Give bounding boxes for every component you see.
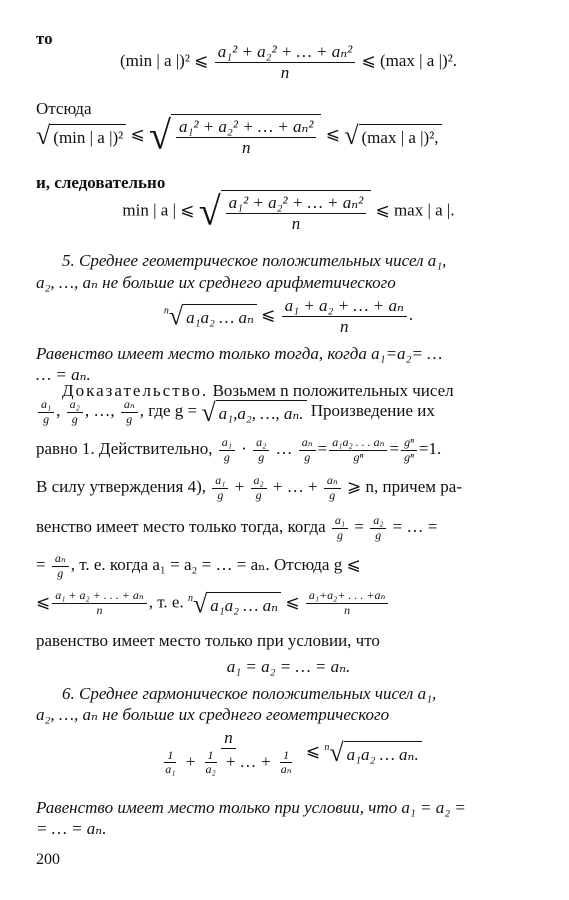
plus: + bbox=[272, 477, 283, 497]
root-index: n bbox=[187, 593, 193, 604]
sqrt-sign: √ bbox=[192, 589, 208, 619]
ellipsis: … bbox=[406, 517, 424, 537]
text: , где g = bbox=[139, 401, 198, 421]
text: ⩾ n, причем ра- bbox=[346, 477, 462, 497]
radicand: (max | a |)², bbox=[359, 124, 442, 148]
ellipsis: … bbox=[286, 477, 304, 497]
fraction-numerator: gⁿ bbox=[401, 436, 417, 451]
fraction-denominator: g bbox=[375, 527, 382, 542]
fraction-numerator: a₁² + a₂² + … + aₙ² bbox=[215, 42, 356, 63]
fraction-numerator: aₙ bbox=[121, 398, 138, 413]
equals: = bbox=[427, 517, 438, 537]
sqrt-sign: √ bbox=[344, 121, 359, 151]
equals: = bbox=[36, 555, 46, 575]
fraction-denominator: n bbox=[291, 213, 301, 233]
proof-line-2 bbox=[36, 398, 541, 427]
fraction-denominator: g bbox=[217, 487, 224, 502]
fraction-denominator: a₂ bbox=[205, 762, 216, 777]
sqrt-sign: √ bbox=[198, 188, 221, 234]
fraction-numerator: a₁ bbox=[219, 436, 235, 451]
remark-6-line-2: = … = aₙ. bbox=[36, 819, 107, 838]
formula-right: ⩽ (max | a |)². bbox=[361, 50, 458, 70]
remark-5-line-2: … = aₙ. bbox=[36, 365, 91, 384]
equals: = bbox=[317, 439, 328, 459]
fraction-numerator: a₂ bbox=[253, 436, 269, 451]
fraction-numerator: a₁² + a₂² + … + aₙ² bbox=[176, 117, 317, 138]
formula-left: min | a | ⩽ bbox=[122, 200, 195, 220]
ellipsis: … bbox=[240, 751, 256, 771]
proof-text: Возьмем n положительных чисел bbox=[212, 381, 454, 400]
word-to: то bbox=[36, 29, 53, 48]
text: т. е. когда a₁ = a₂ = … = aₙ. Отсюда g ⩽ bbox=[79, 555, 361, 575]
fraction-numerator: a₁ bbox=[38, 398, 54, 413]
formula-2 bbox=[36, 114, 541, 157]
proof-line-6 bbox=[36, 552, 541, 581]
fraction-denominator: n bbox=[96, 603, 103, 618]
proof-heading: Доказательство. bbox=[62, 381, 209, 400]
sqrt-sign: √ bbox=[149, 112, 171, 158]
fraction-numerator: aₙ bbox=[299, 436, 316, 451]
sqrt-sign: √ bbox=[36, 121, 51, 151]
radicand: a₁a₂ … aₙ bbox=[207, 592, 281, 616]
item-5-line-2: a₂, …, aₙ не больше их среднего арифметического bbox=[36, 273, 396, 292]
formula-left: (min | a |)² ⩽ bbox=[119, 50, 209, 70]
text: Произведение их bbox=[310, 401, 435, 421]
fraction-denominator: g bbox=[258, 449, 265, 464]
fraction-denominator: g bbox=[71, 411, 78, 426]
equals: = bbox=[354, 517, 364, 537]
formula-6 bbox=[36, 728, 541, 777]
fraction bbox=[157, 728, 299, 777]
fraction bbox=[226, 193, 367, 233]
text: В силу утверждения 4), bbox=[36, 477, 206, 497]
proof-line-8: равенство имеет место только при условии, что bbox=[36, 631, 380, 650]
remark-6-line-1: Равенство имеет место только при условии, что a₁ = a₂ = bbox=[36, 798, 466, 817]
equals: = bbox=[392, 517, 403, 537]
root-index: n bbox=[163, 305, 169, 317]
proof-line-9: a₁ = a₂ = … = aₙ. bbox=[226, 657, 351, 676]
fraction-denominator: g bbox=[304, 449, 311, 464]
plus: + bbox=[308, 477, 318, 497]
fraction-denominator: n bbox=[241, 137, 251, 157]
radicand: a₁a₂ … aₙ. bbox=[344, 741, 422, 765]
fraction bbox=[176, 117, 317, 157]
fraction-numerator: 1 bbox=[164, 749, 176, 764]
fraction-denominator: g bbox=[255, 487, 262, 502]
comma: , bbox=[56, 401, 61, 421]
fraction-denominator: g bbox=[329, 487, 336, 502]
fraction-numerator: a₂ bbox=[67, 398, 83, 413]
fraction-denominator: g bbox=[126, 411, 133, 426]
fraction-denominator: n bbox=[340, 316, 349, 336]
item-6-line-1: 6. Среднее гармоническое положительных чисел a₁, bbox=[62, 684, 437, 703]
fraction-numerator: 1 bbox=[280, 749, 292, 764]
text: равно 1. Действительно, bbox=[36, 439, 213, 459]
plus: + bbox=[224, 751, 237, 771]
fraction-numerator: a₁ + a₂ + . . . + aₙ bbox=[52, 589, 147, 604]
fraction-numerator: a₁a₂ . . . aₙ bbox=[329, 436, 387, 451]
ellipsis: … bbox=[275, 439, 293, 459]
plus: + bbox=[234, 477, 245, 497]
fraction-denominator bbox=[157, 749, 299, 778]
fraction-denominator: gⁿ bbox=[353, 449, 364, 464]
fraction-numerator: aₙ bbox=[52, 552, 69, 567]
fraction-denominator: a₁ bbox=[165, 762, 176, 777]
formula-right: ⩽ max | a |. bbox=[375, 200, 455, 220]
fraction-numerator: a₂ bbox=[370, 514, 386, 529]
fraction-numerator: a₁ + a₂ + … + aₙ bbox=[282, 296, 407, 317]
fraction-denominator: gⁿ bbox=[404, 449, 414, 464]
formula-3 bbox=[36, 190, 541, 233]
dot-operator: · bbox=[241, 439, 247, 459]
fraction-denominator: n bbox=[344, 603, 351, 618]
comma: , bbox=[70, 555, 75, 575]
text: , т. е. bbox=[148, 592, 184, 612]
root-index: n bbox=[324, 741, 330, 753]
item-5-line-1: 5. Среднее геометрическое положительных чисел a₁, bbox=[62, 251, 447, 270]
fraction-numerator: n bbox=[221, 728, 236, 749]
item-6-line-2: a₂, …, aₙ не больше их среднего геометрического bbox=[36, 705, 390, 724]
relation-sign: ⩽ bbox=[261, 304, 276, 324]
radicand: (min | a |)² bbox=[50, 124, 126, 148]
proof-line-7 bbox=[36, 588, 541, 618]
page-number: 200 bbox=[36, 851, 60, 868]
relation-sign: ⩽ bbox=[130, 124, 145, 144]
remark-5-line-1: Равенство имеет место только тогда, когда a₁=a₂= … bbox=[36, 344, 443, 363]
relation-sign: ⩽ bbox=[305, 741, 321, 761]
plus: + bbox=[184, 751, 197, 771]
equals: = bbox=[389, 439, 400, 459]
radicand: a₁a₂ … aₙ bbox=[183, 304, 257, 328]
period: . bbox=[408, 304, 414, 324]
fraction-denominator: n bbox=[280, 62, 290, 82]
text: , …, bbox=[84, 401, 115, 421]
proof-line-4 bbox=[36, 474, 541, 503]
word-otsyuda: Отсюда bbox=[36, 99, 92, 118]
phrase: и, следовательно bbox=[36, 173, 166, 192]
fraction bbox=[282, 296, 407, 336]
text: =1. bbox=[418, 439, 442, 459]
fraction-denominator: g bbox=[337, 527, 343, 542]
proof-line-5 bbox=[36, 514, 541, 543]
sqrt-sign: √ bbox=[168, 301, 184, 331]
fraction-numerator: a₁² + a₂² + … + aₙ² bbox=[226, 193, 367, 214]
sqrt-sign: √ bbox=[201, 397, 216, 427]
formula-4 bbox=[36, 296, 541, 336]
radicand: a₁,a₂, …, aₙ. bbox=[216, 400, 307, 424]
fraction-numerator: a₁+a₂+ . . . +aₙ bbox=[306, 589, 389, 604]
relation-sign: ⩽ bbox=[285, 592, 300, 612]
fraction bbox=[215, 42, 356, 82]
relation-sign: ⩽ bbox=[325, 124, 340, 144]
proof-line-3 bbox=[36, 436, 541, 465]
text: венство имеет место только тогда, когда bbox=[36, 517, 326, 537]
fraction-numerator: a₂ bbox=[251, 474, 267, 489]
fraction-denominator: g bbox=[223, 449, 230, 464]
fraction-denominator: g bbox=[57, 565, 64, 580]
fraction-denominator: g bbox=[43, 411, 50, 426]
fraction-numerator: a₁ bbox=[212, 474, 228, 489]
fraction-numerator: 1 bbox=[205, 749, 217, 764]
fraction-denominator: aₙ bbox=[280, 762, 292, 777]
formula-1 bbox=[36, 42, 541, 82]
relation-sign: ⩽ bbox=[36, 592, 51, 612]
fraction-numerator: a₁ bbox=[332, 514, 348, 529]
sqrt-sign: √ bbox=[329, 738, 344, 768]
fraction-numerator: aₙ bbox=[324, 474, 341, 489]
plus: + bbox=[259, 751, 272, 771]
